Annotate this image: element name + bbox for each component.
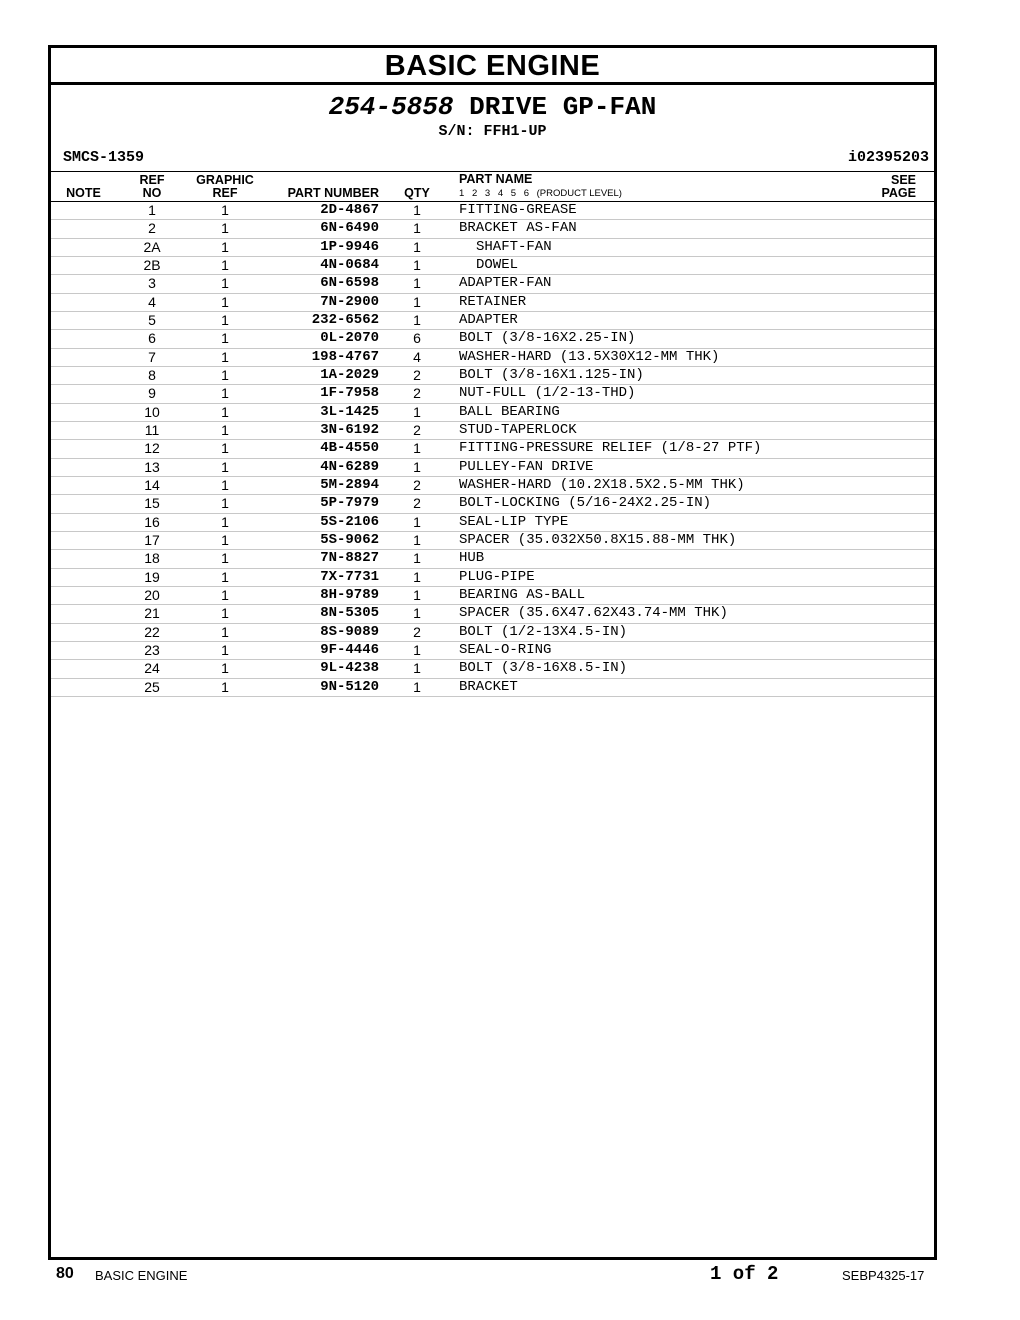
ref-cell: 14: [144, 476, 160, 493]
part-number-cell: 1P-9946: [320, 238, 379, 255]
level-2: 2: [471, 188, 478, 199]
qty-cell: 1: [413, 440, 421, 457]
ref-cell: 8: [148, 366, 156, 383]
qty-cell: 1: [413, 586, 421, 603]
table-row: [51, 275, 934, 293]
qty-cell: 1: [413, 403, 421, 420]
ref-cell: 5: [148, 311, 156, 328]
part-number-cell: 8S-9089: [320, 623, 379, 640]
part-number-cell: 5P-7979: [320, 495, 379, 512]
section-title: BASIC ENGINE: [51, 48, 934, 85]
ref-cell: 1: [148, 202, 156, 218]
group-title: [51, 93, 934, 121]
qty-cell: 1: [413, 311, 421, 328]
graphic-ref-cell: 1: [221, 476, 229, 493]
ref-cell: 19: [144, 568, 160, 585]
part-name-cell: BRACKET: [459, 678, 518, 695]
graphic-ref-cell: 1: [221, 275, 229, 292]
smcs-code: SMCS-1359: [63, 149, 145, 166]
part-name-cell: SEAL-LIP TYPE: [459, 513, 569, 530]
graphic-ref-cell: 1: [221, 531, 229, 548]
table-row: [51, 495, 934, 513]
level-3: 3: [484, 188, 491, 199]
ref-cell: 10: [144, 403, 160, 420]
col-ref-bottom: NO: [142, 186, 162, 200]
part-name-cell: SEAL-O-RING: [459, 641, 552, 658]
level-4: 4: [497, 188, 504, 199]
level-6: 6: [523, 188, 529, 199]
ref-cell: 3: [148, 275, 156, 292]
graphic-ref-cell: 1: [221, 513, 229, 530]
page-of: 1 of 2: [710, 1263, 779, 1285]
qty-cell: 2: [413, 623, 421, 640]
part-name-cell: BRACKET AS-FAN: [459, 220, 577, 237]
qty-cell: 1: [413, 678, 421, 695]
part-name-cell: WASHER-HARD (10.2X18.5X2.5-MM THK): [459, 476, 745, 493]
qty-cell: 1: [413, 256, 421, 273]
table-row: [51, 422, 934, 440]
col-levels: [459, 187, 622, 201]
group-number: 254-5858: [328, 92, 454, 122]
graphic-ref-cell: 1: [221, 605, 229, 622]
part-name-cell: BOLT (1/2-13X4.5-IN): [459, 623, 628, 640]
table-row: [51, 220, 934, 238]
part-number-cell: 9L-4238: [320, 660, 379, 677]
part-number-cell: 8H-9789: [320, 586, 379, 603]
col-see-bottom: PAGE: [881, 186, 916, 200]
col-graphic-bottom: REF: [212, 186, 238, 200]
graphic-ref-cell: 1: [221, 348, 229, 365]
graphic-ref-cell: 1: [221, 495, 229, 512]
table-row: [51, 459, 934, 477]
part-number-cell: 5M-2894: [320, 476, 379, 493]
graphic-ref-cell: 1: [221, 623, 229, 640]
table-row: [51, 367, 934, 385]
qty-cell: 1: [413, 293, 421, 310]
illustration-id: i02395203: [847, 149, 929, 166]
page-number: 80: [56, 1265, 74, 1282]
table-header: [51, 171, 934, 202]
part-name-cell: PLUG-PIPE: [459, 568, 535, 585]
table-row: [51, 440, 934, 458]
part-name-cell: HUB: [459, 550, 485, 567]
part-name-cell: BOLT-LOCKING (5/16-24X2.25-IN): [459, 495, 712, 512]
qty-cell: 1: [413, 458, 421, 475]
col-part-number: PART NUMBER: [287, 186, 379, 200]
table-row: [51, 404, 934, 422]
part-name-cell: ADAPTER: [459, 311, 518, 328]
graphic-ref-cell: 1: [221, 440, 229, 457]
table-row: [51, 624, 934, 642]
graphic-ref-cell: 1: [221, 458, 229, 475]
ref-cell: 20: [144, 586, 160, 603]
col-graphic-top: GRAPHIC: [196, 173, 254, 187]
part-name-cell: BOLT (3/8-16X8.5-IN): [459, 660, 628, 677]
part-name-cell: BOLT (3/8-16X2.25-IN): [459, 330, 636, 347]
qty-cell: 1: [413, 238, 421, 255]
graphic-ref-cell: 1: [221, 202, 229, 218]
part-name-cell: ADAPTER-FAN: [459, 275, 552, 292]
ref-cell: 24: [144, 660, 160, 677]
graphic-ref-cell: 1: [221, 256, 229, 273]
qty-cell: 1: [413, 531, 421, 548]
table-row: [51, 660, 934, 678]
ref-cell: 21: [144, 605, 160, 622]
part-number-cell: 7X-7731: [320, 568, 379, 585]
qty-cell: 2: [413, 476, 421, 493]
qty-cell: 1: [413, 660, 421, 677]
graphic-ref-cell: 1: [221, 385, 229, 402]
part-number-cell: 7N-2900: [320, 293, 379, 310]
part-number-cell: 9N-5120: [320, 678, 379, 695]
qty-cell: 1: [413, 220, 421, 237]
table-row: [51, 605, 934, 623]
table-row: [51, 514, 934, 532]
table-row: [51, 239, 934, 257]
table-row: [51, 477, 934, 495]
serial-number: S/N: FFH1-UP: [438, 123, 547, 140]
part-name-cell: DOWEL: [476, 256, 519, 273]
table-row: [51, 312, 934, 330]
col-qty: QTY: [404, 186, 430, 200]
qty-cell: 1: [413, 641, 421, 658]
qty-cell: 1: [413, 550, 421, 567]
part-name-cell: SPACER (35.6X47.62X43.74-MM THK): [459, 605, 728, 622]
ref-cell: 11: [144, 421, 160, 438]
graphic-ref-cell: 1: [221, 586, 229, 603]
qty-cell: 2: [413, 366, 421, 383]
part-number-cell: 198-4767: [311, 348, 379, 365]
graphic-ref-cell: 1: [221, 678, 229, 695]
meta-row: [51, 149, 934, 171]
qty-cell: 1: [413, 275, 421, 292]
qty-cell: 1: [413, 568, 421, 585]
part-number-cell: 4N-0684: [320, 256, 379, 273]
part-number-cell: 4N-6289: [320, 458, 379, 475]
ref-cell: 6: [148, 330, 156, 347]
table-row: [51, 202, 934, 220]
part-name-cell: PULLEY-FAN DRIVE: [459, 458, 594, 475]
qty-cell: 2: [413, 421, 421, 438]
level-1: 1: [459, 188, 465, 199]
part-number-cell: 1A-2029: [320, 366, 379, 383]
part-number-cell: 1F-7958: [320, 385, 379, 402]
ref-cell: 4: [148, 293, 156, 310]
graphic-ref-cell: 1: [221, 641, 229, 658]
part-name-cell: RETAINER: [459, 293, 527, 310]
graphic-ref-cell: 1: [221, 421, 229, 438]
part-number-cell: 5S-9062: [320, 531, 379, 548]
ref-cell: 2B: [143, 256, 161, 273]
ref-cell: 13: [144, 458, 160, 475]
part-name-cell: WASHER-HARD (13.5X30X12-MM THK): [459, 348, 720, 365]
footer-section: BASIC ENGINE: [95, 1268, 188, 1283]
graphic-ref-cell: 1: [221, 660, 229, 677]
part-number-cell: 9F-4446: [320, 641, 379, 658]
table-row: [51, 532, 934, 550]
table-row: [51, 330, 934, 348]
page-footer: [0, 1265, 1020, 1289]
level-5: 5: [510, 188, 517, 199]
table-row: [51, 679, 934, 697]
table-row: [51, 257, 934, 275]
qty-cell: 1: [413, 202, 421, 218]
graphic-ref-cell: 1: [221, 220, 229, 237]
graphic-ref-cell: 1: [221, 403, 229, 420]
graphic-ref-cell: 1: [221, 330, 229, 347]
table-row: [51, 642, 934, 660]
parts-table-body: [51, 202, 934, 697]
part-number-cell: 6N-6598: [320, 275, 379, 292]
qty-cell: 1: [413, 513, 421, 530]
part-number-cell: 2D-4867: [320, 202, 379, 218]
group-name: DRIVE GP-FAN: [469, 92, 657, 122]
ref-cell: 17: [144, 531, 160, 548]
part-name-cell: BOLT (3/8-16X1.125-IN): [459, 366, 644, 383]
part-number-cell: 4B-4550: [320, 440, 379, 457]
part-name-cell: FITTING-GREASE: [459, 202, 577, 218]
product-level: (PRODUCT LEVEL): [536, 188, 622, 199]
qty-cell: 1: [413, 605, 421, 622]
ref-cell: 9: [148, 385, 156, 402]
part-name-cell: BEARING AS-BALL: [459, 586, 586, 603]
col-note: NOTE: [66, 186, 101, 200]
qty-cell: 6: [413, 330, 421, 347]
part-number-cell: 6N-6490: [320, 220, 379, 237]
graphic-ref-cell: 1: [221, 238, 229, 255]
part-name-cell: NUT-FULL (1/2-13-THD): [459, 385, 636, 402]
part-number-cell: 232-6562: [311, 311, 379, 328]
ref-cell: 22: [144, 623, 160, 640]
ref-cell: 7: [148, 348, 156, 365]
part-number-cell: 0L-2070: [320, 330, 379, 347]
table-row: [51, 294, 934, 312]
ref-cell: 12: [144, 440, 160, 457]
table-row: [51, 587, 934, 605]
qty-cell: 4: [413, 348, 421, 365]
part-number-cell: 3L-1425: [320, 403, 379, 420]
document-id: SEBP4325-17: [842, 1268, 925, 1283]
part-name-cell: SPACER (35.032X50.8X15.88-MM THK): [459, 531, 737, 548]
part-number-cell: 5S-2106: [320, 513, 379, 530]
graphic-ref-cell: 1: [221, 293, 229, 310]
col-see-top: SEE: [890, 173, 916, 187]
part-name-cell: BALL BEARING: [459, 403, 560, 420]
part-name-cell: SHAFT-FAN: [476, 238, 552, 255]
ref-cell: 23: [144, 641, 160, 658]
part-name-cell: STUD-TAPERLOCK: [459, 421, 577, 438]
table-row: [51, 385, 934, 403]
qty-cell: 2: [413, 495, 421, 512]
table-row: [51, 550, 934, 568]
col-part-name: PART NAME: [459, 172, 533, 186]
ref-cell: 18: [144, 550, 160, 567]
ref-cell: 15: [144, 495, 160, 512]
ref-cell: 2: [148, 220, 156, 237]
qty-cell: 2: [413, 385, 421, 402]
ref-cell: 25: [144, 678, 160, 695]
graphic-ref-cell: 1: [221, 366, 229, 383]
part-number-cell: 8N-5305: [320, 605, 379, 622]
part-number-cell: 7N-8827: [320, 550, 379, 567]
table-row: [51, 569, 934, 587]
col-ref-top: REF: [139, 173, 165, 187]
part-name-cell: FITTING-PRESSURE RELIEF (1/8-27 PTF): [459, 440, 762, 457]
part-number-cell: 3N-6192: [320, 421, 379, 438]
ref-cell: 16: [144, 513, 160, 530]
graphic-ref-cell: 1: [221, 568, 229, 585]
ref-cell: 2A: [143, 238, 161, 255]
graphic-ref-cell: 1: [221, 311, 229, 328]
graphic-ref-cell: 1: [221, 550, 229, 567]
parts-page-frame: [48, 45, 937, 1260]
table-row: [51, 349, 934, 367]
